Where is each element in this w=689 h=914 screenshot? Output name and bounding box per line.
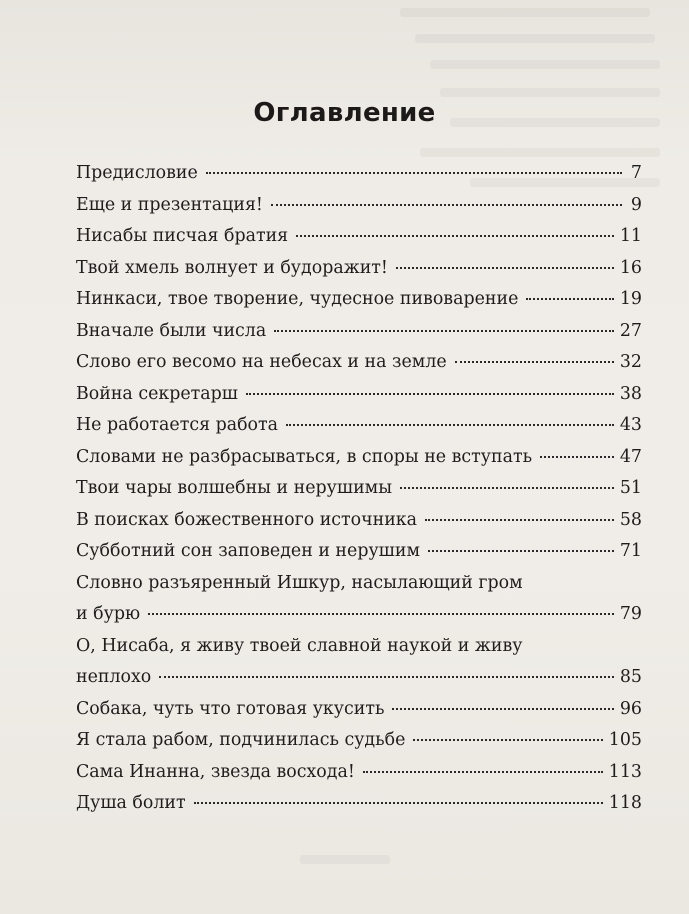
toc-entry-title: Душа болит [76,793,186,813]
table-of-contents [76,158,642,820]
toc-entry [76,410,642,442]
dot-leader [159,675,614,678]
toc-entry-title-line1: Словно разъяренный Ишкур, насылающий гром [76,572,523,593]
toc-entry-page: 85 [619,667,642,687]
dot-leader [206,171,622,174]
toc-entry [76,158,642,190]
toc-entry-page: 113 [608,761,642,782]
dot-leader [296,234,614,237]
dot-leader [148,612,614,615]
toc-entry [76,536,642,568]
toc-entry-page: 7 [630,163,642,183]
toc-entry-title: Твои чары волшебны и нерушимы [76,478,393,498]
dot-leader [194,801,603,804]
toc-entry [76,190,642,222]
toc-entry-page: 11 [619,226,642,246]
toc-entry [76,221,642,253]
toc-entry-page: 105 [608,730,642,750]
toc-entry [76,284,642,316]
toc-entry [76,568,642,631]
dot-leader [246,392,614,395]
toc-entry-title: Я стала рабом, подчинилась судьбе [76,730,406,750]
toc-entry [76,253,642,285]
toc-entry-title: Сама Инанна, звезда восхода! [76,761,355,782]
dot-leader [363,770,603,773]
dot-leader [428,549,614,552]
toc-entry-page: 9 [630,194,642,215]
toc-entry [76,631,642,694]
toc-entry-page: 71 [619,541,642,561]
toc-entry-title: Не работается работа [76,415,278,435]
toc-entry [76,316,642,348]
toc-entry-page: 43 [619,415,642,435]
toc-entry-title: Словами не разбрасываться, в споры не вступать [76,446,533,467]
toc-entry-title-line1: О, Нисаба, я живу твоей славной наукой и живу [76,635,523,656]
toc-entry-title: Твой хмель волнует и будоражит! [76,257,388,278]
dot-leader [540,455,614,458]
dot-leader [392,707,613,710]
dot-leader [413,738,602,741]
toc-entry-page: 19 [619,289,642,309]
dot-leader [271,203,622,206]
toc-entry [76,788,642,820]
toc-entry-title: Война секретарш [76,383,238,404]
toc-entry [76,505,642,537]
toc-entry-title-line2: неплохо [76,667,152,687]
dot-leader [286,423,614,426]
toc-entry-page: 58 [619,509,642,530]
toc-entry-title: Нинкаси, твое творение, чудесное пивоварение [76,289,519,309]
toc-entry-page: 118 [608,793,642,813]
toc-entry-title: Слово его весомо на небесах и на земле [76,352,447,372]
dot-leader [396,266,614,269]
dot-leader [455,360,614,363]
toc-entry-title: Собака, чуть что готовая укусить [76,698,385,719]
dot-leader [274,329,614,332]
toc-entry-page: 79 [619,604,642,624]
dot-leader [425,518,614,521]
toc-entry-page: 16 [619,257,642,278]
toc-entry [76,725,642,757]
dot-leader [400,486,614,489]
toc-entry-page: 38 [619,383,642,404]
toc-entry [76,347,642,379]
toc-entry [76,473,642,505]
toc-entry-title: Еще и презентация! [76,194,263,215]
toc-entry-title: В поисках божественного источника [76,509,418,530]
toc-entry-page: 96 [619,698,642,719]
toc-entry [76,694,642,726]
toc-entry-page: 32 [619,352,642,372]
toc-entry-page: 47 [619,446,642,467]
toc-entry [76,757,642,789]
toc-entry-title: Субботний сон заповеден и нерушим [76,541,420,561]
toc-entry-title: Вначале были числа [76,320,267,341]
toc-entry [76,379,642,411]
dot-leader [526,297,614,300]
page-title: Оглавление [253,98,436,128]
toc-entry-title-line2: и бурю [76,604,141,624]
toc-entry-page: 27 [619,320,642,341]
toc-entry-title: Предисловие [76,163,198,183]
toc-entry-title: Нисабы писчая братия [76,226,289,246]
toc-entry [76,442,642,474]
toc-entry-page: 51 [619,478,642,498]
